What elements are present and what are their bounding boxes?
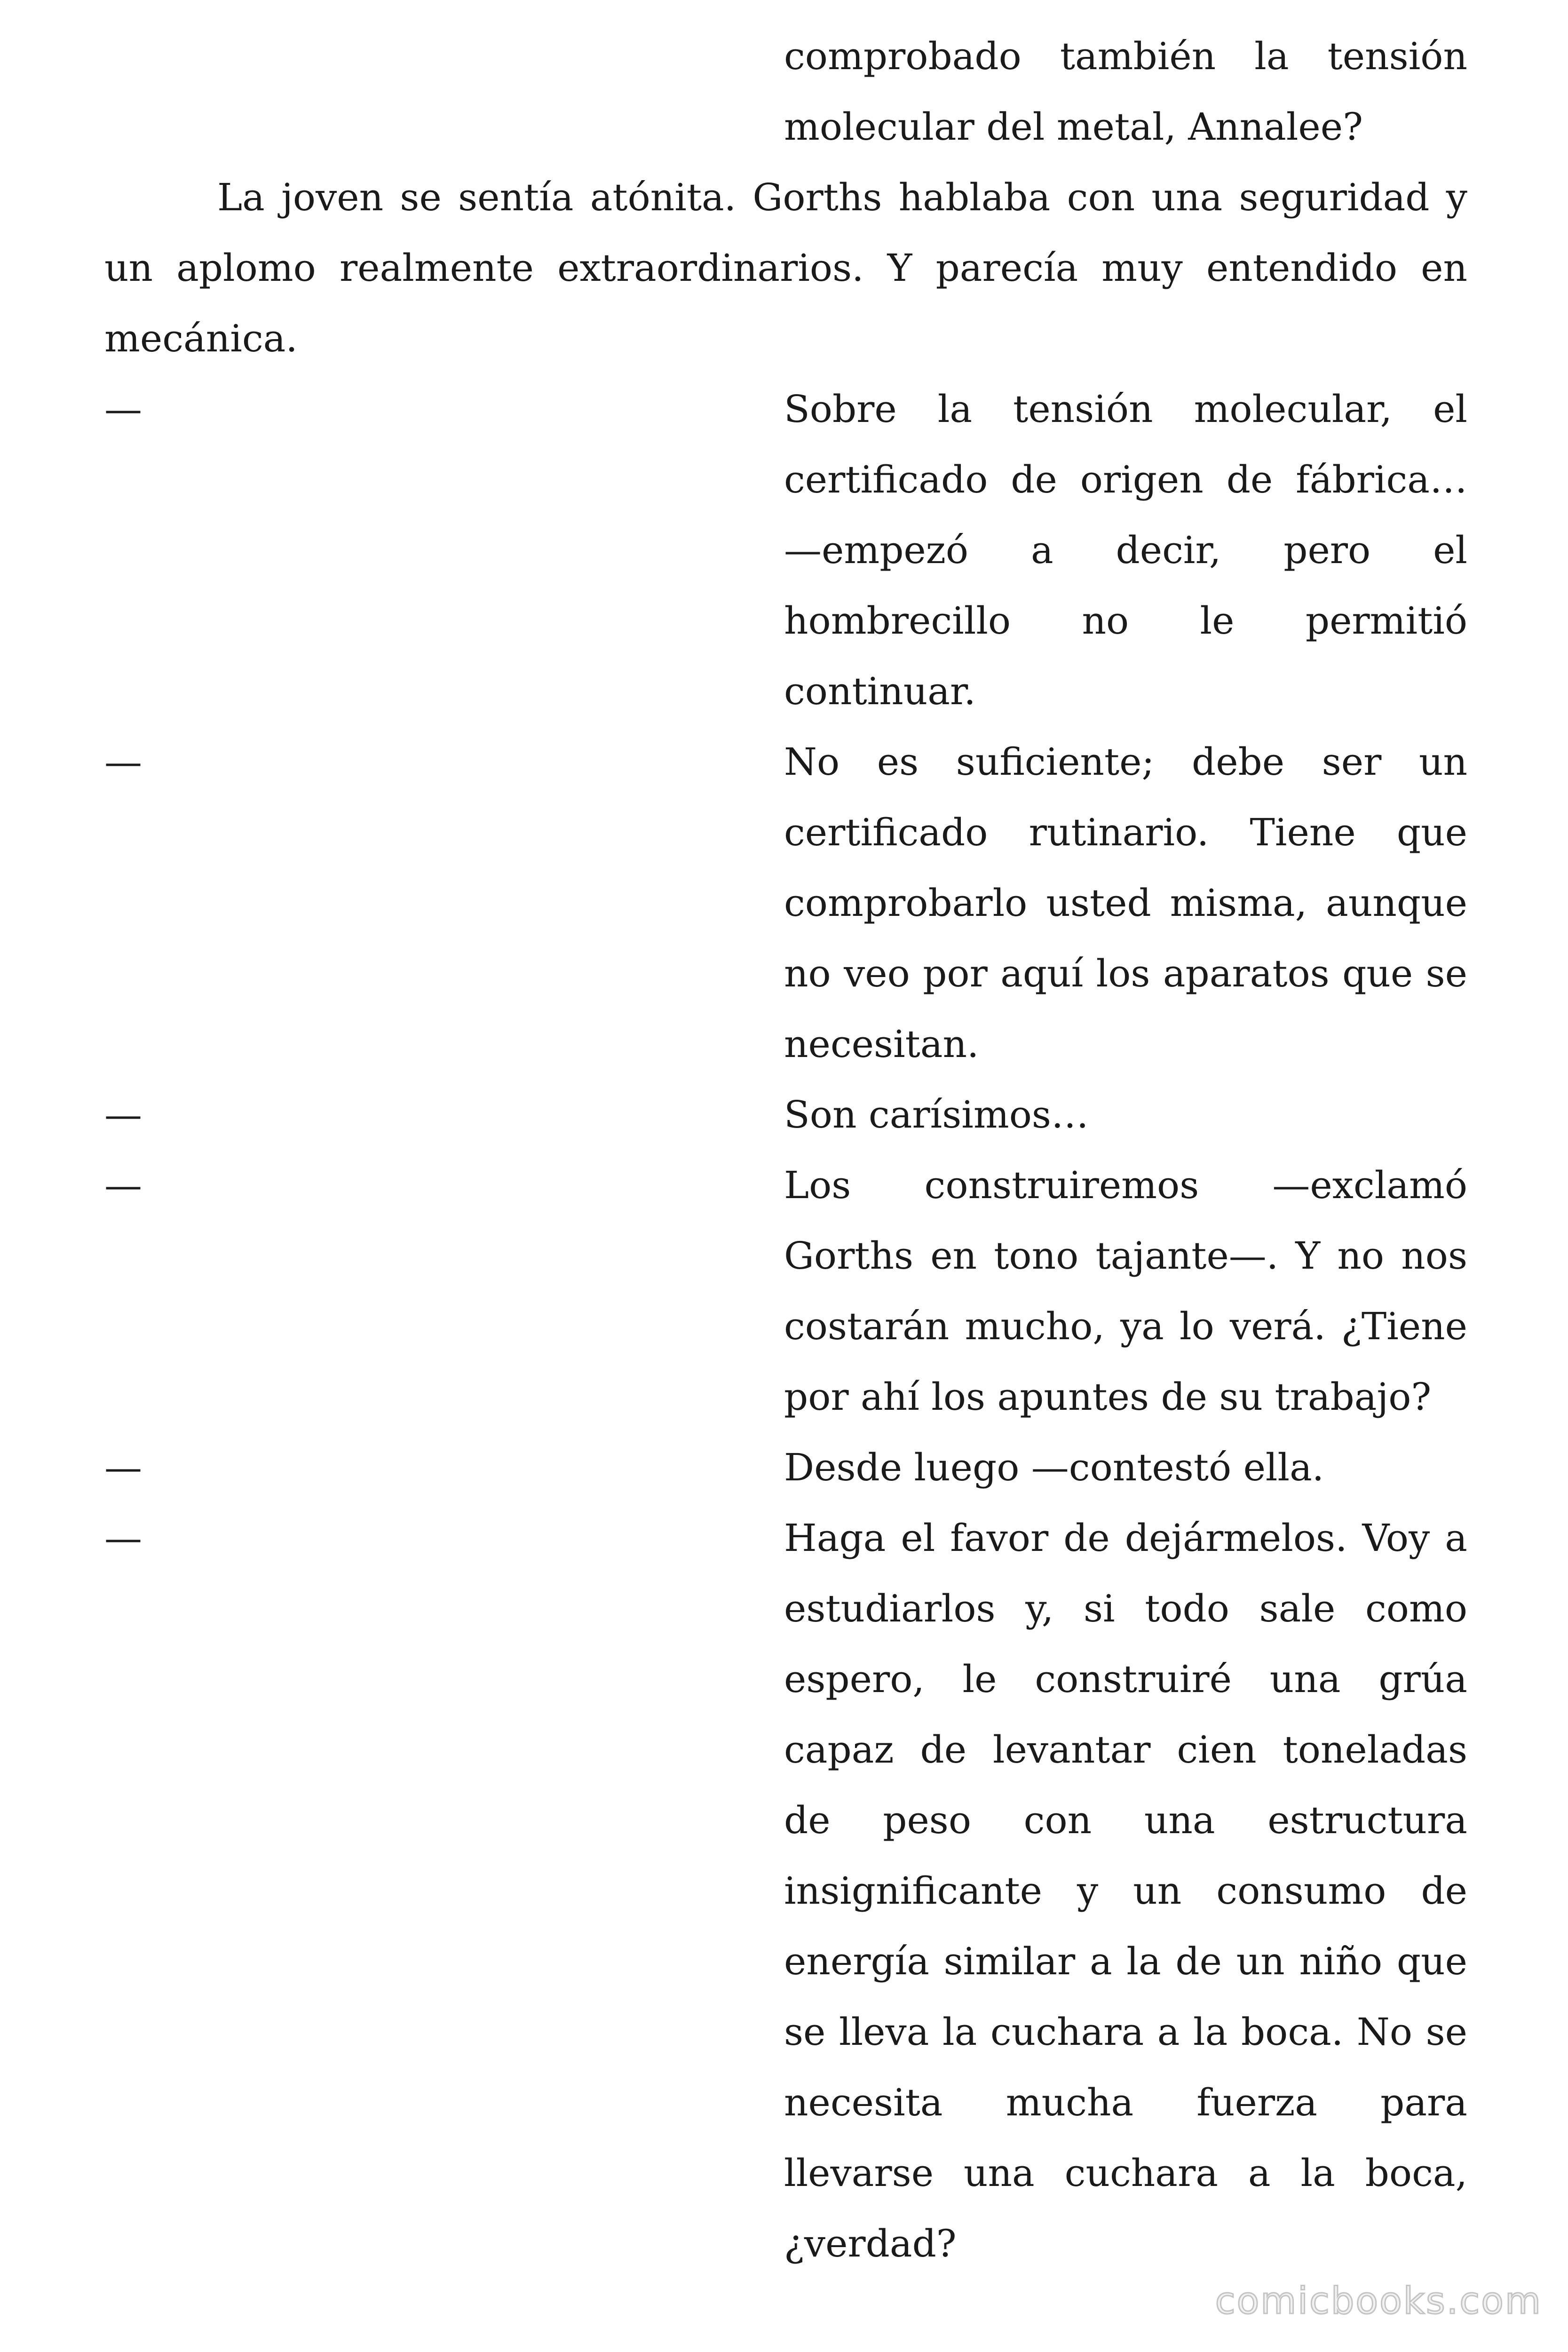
text-line: comprobado también la tensión [784, 34, 1467, 78]
text-line: de peso con una estructura [784, 1798, 1467, 1842]
dialogue-dash: — [104, 1163, 142, 1207]
text-line: llevarse una cuchara a la boca, [784, 2151, 1467, 2195]
text-line: No es suficiente; debe ser un [784, 740, 1467, 784]
text-line: hombrecillo no le permitió [784, 599, 1467, 643]
text-line: continuar. [784, 669, 976, 713]
text-line: costarán mucho, ya lo verá. ¿Tiene [784, 1304, 1467, 1348]
text-line: Son carísimos… [784, 1093, 1089, 1136]
text-line: por ahí los apuntes de su trabajo? [784, 1375, 1432, 1419]
text-line: Los construiremos —exclamó [784, 1163, 1467, 1207]
text-line: capaz de levantar cien toneladas [784, 1728, 1467, 1772]
dialogue-dash: — [104, 1516, 142, 1560]
text-line: un aplomo realmente extraordinarios. Y parecía muy entendido en [104, 246, 1467, 290]
text-line: insignificante y un consumo de [784, 1869, 1467, 1913]
text-line: se lleva la cuchara a la boca. No se [784, 2010, 1467, 2054]
dialogue-dash: — [104, 387, 142, 431]
watermark: comicbooks.com [1215, 2280, 1542, 2322]
text-line: Haga el favor de dejármelos. Voy a [784, 1516, 1467, 1560]
text-line: necesita mucha fuerza para [784, 2081, 1467, 2124]
text-line: no veo por aquí los aparatos que se [784, 952, 1467, 995]
text-line: Gorths en tono tajante—. Y no nos [784, 1234, 1467, 1278]
text-line: espero, le construiré una grúa [784, 1657, 1467, 1701]
dialogue-dash: — [104, 1093, 142, 1136]
text-line: certificado rutinario. Tiene que [784, 810, 1467, 854]
text-line: mecánica. [104, 317, 298, 360]
text-line: —empezó a decir, pero el [784, 528, 1467, 572]
dialogue-dash: — [104, 740, 142, 784]
text-line: certificado de origen de fábrica… [784, 458, 1467, 501]
text-line: estudiarlos y, si todo sale como [784, 1587, 1467, 1630]
text-line: Desde luego —contestó ella. [784, 1446, 1324, 1489]
text-line: ¿verdad? [784, 2222, 957, 2265]
text-line: Sobre la tensión molecular, el [784, 387, 1467, 431]
text-line: energía similar a la de un niño que [784, 1939, 1467, 1983]
text-line: necesitan. [784, 1022, 979, 1066]
text-line: La joven se sentía atónita. Gorths hablaba con una seguridad y [217, 175, 1467, 219]
text-line: molecular del metal, Annalee? [784, 105, 1363, 149]
dialogue-dash: — [104, 1446, 142, 1489]
text-line: comprobarlo usted misma, aunque [784, 881, 1467, 925]
